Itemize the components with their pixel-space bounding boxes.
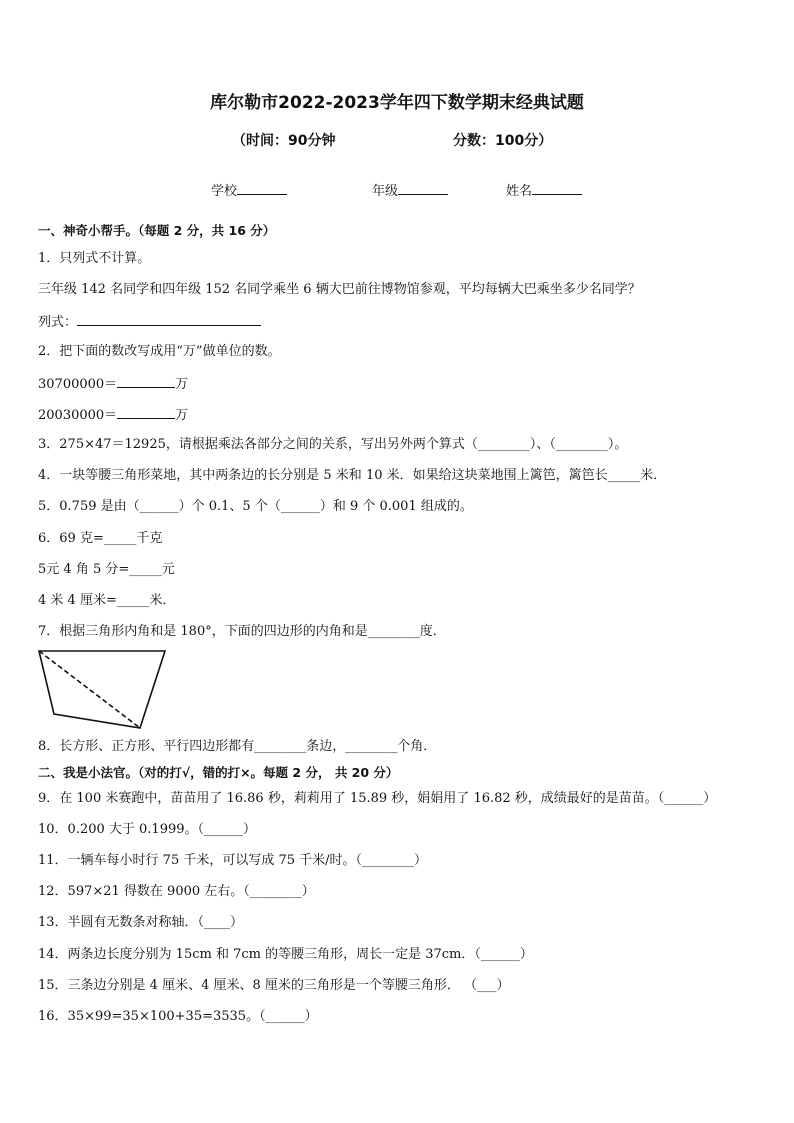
question-4: 4．一块等腰三角形菜地，其中两条边的长分别是 5 米和 10 米．如果给这块菜地围上篱笆，篱笆长_____米． [38,468,667,483]
question-2a [38,374,188,394]
question-15: 15．三条边分别是 4 厘米、4 厘米、8 厘米的三角形是一个等腰三角形． （___） [38,978,510,993]
question-2a-unit: 万 [175,377,189,392]
school-blank[interactable] [237,181,287,195]
question-3: 3．275×47＝12925，请根据乘法各部分之间的关系，写出另外两个算式（________）、（________）。 [38,437,628,452]
question-2a-number: 30700000＝ [38,377,118,392]
school-field [211,180,287,199]
question-13: 13．半圆有无数条对称轴．（____） [38,915,244,930]
section2-heading: 二、我是小法官。（对的打√，错的打×。每题 2 分， 共 20 分） [38,765,399,780]
question-6a: 6．69 克=_____千克 [38,531,163,546]
grade-label: 年级 [372,184,399,199]
quadrilateral-figure [36,648,168,732]
question-11: 11．一辆车每小时行 75 千米，可以写成 75 千米/时。（________） [38,853,428,868]
quadrilateral-shape [39,651,165,728]
question-10: 10．0.200 大于 0.1999。（______） [38,822,257,837]
grade-field [372,180,448,199]
exam-score: 分数：100分） [453,133,553,149]
name-label: 姓名 [506,184,533,199]
diagonal-dashed-line [39,651,140,728]
answer-blank[interactable] [77,312,261,326]
name-blank[interactable] [532,181,582,195]
grade-blank[interactable] [398,181,448,195]
question-1-answer [38,312,261,332]
question-16: 16．35×99=35×100+35=3535。（______） [38,1009,318,1024]
question-2b-number: 20030000＝ [38,408,118,423]
question-2b-unit: 万 [175,408,189,423]
exam-title: 库尔勒市2022-2023学年四下数学期末经典试题 [210,93,584,113]
question-2-label: 2．把下面的数改写成用“万”做单位的数。 [38,344,281,359]
question-1-label: 1．只列式不计算。 [38,251,151,266]
name-field [506,180,582,199]
question-6c: 4 米 4 厘米=_____米． [38,593,176,608]
school-label: 学校 [211,184,238,199]
section1-heading: 一、神奇小帮手。（每题 2 分，共 16 分） [38,223,276,238]
question-9: 9．在 100 米赛跑中，苗苗用了 16.86 秒，莉莉用了 15.89 秒，娟娟用了 16.82 秒，成绩最好的是苗苗。（______） [38,791,717,806]
question-12: 12．597×21 得数在 9000 左右。（________） [38,884,315,899]
question-7: 7．根据三角形内角和是 180°，下面的四边形的内角和是________度． [38,624,446,639]
answer-label: 列式： [38,315,78,330]
question-2b [38,405,188,425]
question-1-text: 三年级 142 名同学和四年级 152 名同学乘坐 6 辆大巴前往博物馆参观，平均每辆大巴乘坐多少名同学？ [38,282,641,297]
question-5: 5．0.759 是由（______）个 0.1、5 个（______）和 9 个 0.001 组成的。 [38,499,473,514]
question-2b-blank[interactable] [117,405,175,419]
question-14: 14．两条边长度分别为 15cm 和 7cm 的等腰三角形，周长一定是 37cm．（______） [38,947,533,962]
exam-time: （时间：90分钟 [232,133,336,149]
question-8: 8．长方形、正方形、平行四边形都有________条边，________个角． [38,739,437,754]
question-6b: 5元 4 角 5 分=_____元 [38,562,175,577]
question-2a-blank[interactable] [117,374,175,388]
